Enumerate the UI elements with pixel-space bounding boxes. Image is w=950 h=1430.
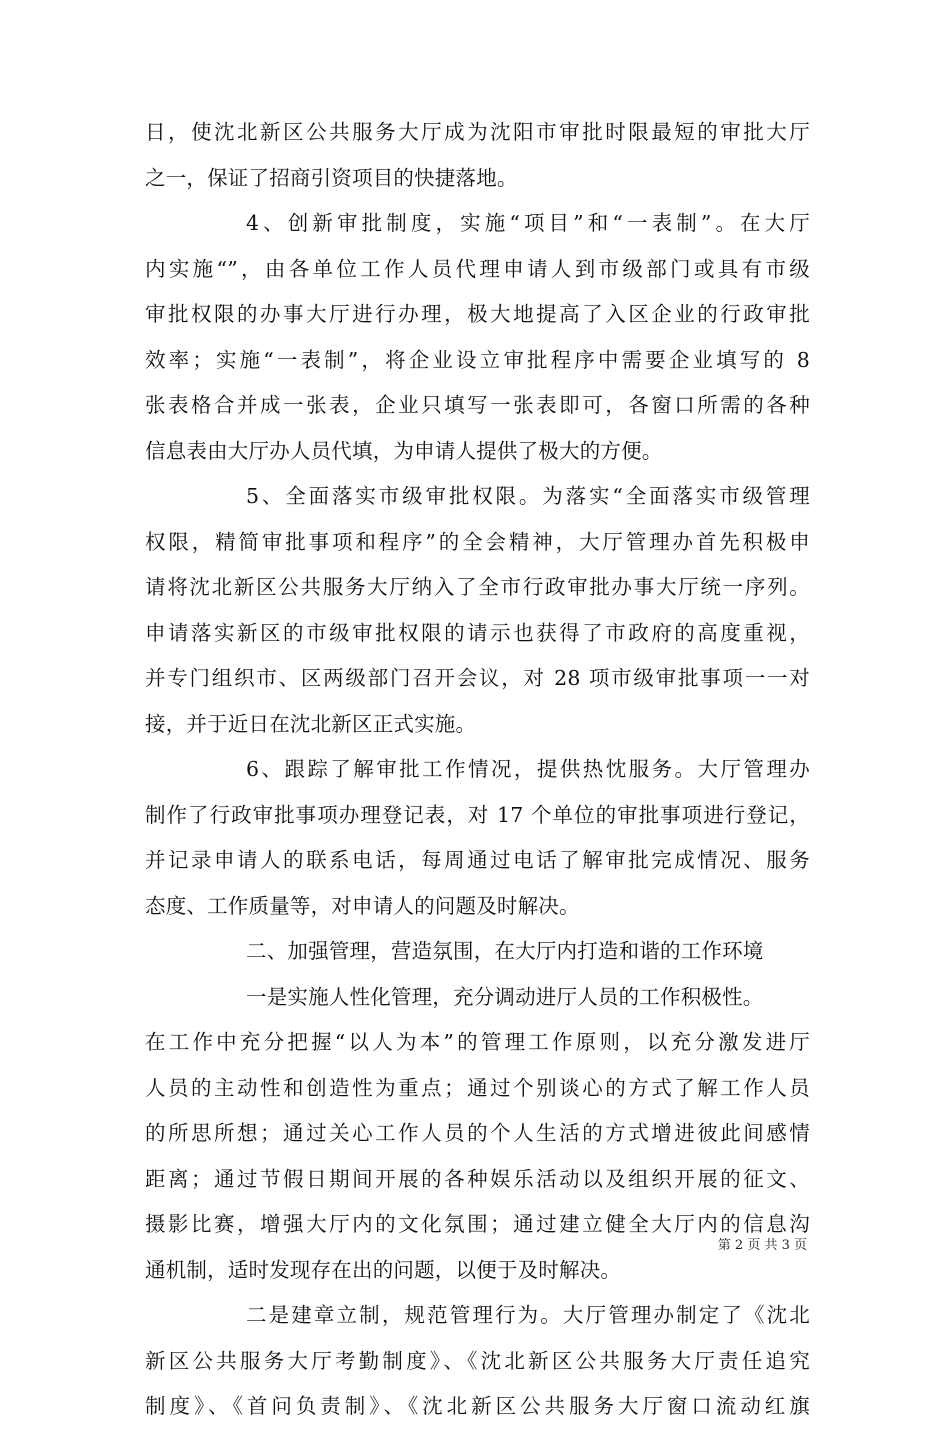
text-line: 二是建章立制，规范管理行为。大厅管理办制定了《沈北 — [246, 1303, 810, 1327]
text-line: 效率；实施“一表制”，将企业设立审批程序中需要企业填写的 8 — [145, 347, 810, 372]
text-line: 张表格合并成一张表，企业只填写一张表即可，各窗口所需的各种 — [145, 393, 810, 417]
body-text — [145, 110, 810, 1430]
text-line: 距离；通过节假日期间开展的各种娱乐活动以及组织开展的征文、 — [145, 1166, 810, 1191]
page-number: 第 2 页 共 3 页 — [717, 1238, 807, 1253]
text-line: 人员的主动性和创造性为重点；通过个别谈心的方式了解工作人员 — [145, 1075, 810, 1100]
text-line: 权限，精简审批事项和程序”的全会精神，大厅管理办首先积极申 — [145, 529, 810, 554]
text-line: 一是实施人性化管理，充分调动进厅人员的工作积极性。 — [246, 984, 764, 1009]
text-line: 接，并于近日在沈北新区正式实施。 — [145, 711, 477, 736]
text-line: 通机制，适时发现存在出的问题，以便于及时解决。 — [145, 1257, 622, 1282]
text-line: 并记录申请人的联系电话，每周通过电话了解审批完成情况、服务 — [145, 848, 810, 872]
text-line: 请将沈北新区公共服务大厅纳入了全市行政审批办事大厅统一序列。 — [145, 575, 810, 599]
text-line: 态度、工作质量等，对申请人的问题及时解决。 — [145, 893, 580, 918]
text-line: 制度》、《首问负责制》、《沈北新区公共服务大厅窗口流动红旗 — [145, 1394, 810, 1418]
text-line: 申请落实新区的市级审批权限的请示也获得了市政府的高度重视， — [145, 620, 810, 645]
text-line: 二、加强管理，营造氛围，在大厅内打造和谐的工作环境 — [246, 939, 764, 963]
text-line: 日，使沈北新区公共服务大厅成为沈阳市审批时限最短的审批大厅 — [145, 120, 810, 144]
text-line: 审批权限的办事大厅进行办理，极大地提高了入区企业的行政审批 — [145, 302, 810, 326]
text-line: 摄影比赛，增强大厅内的文化氛围；通过建立健全大厅内的信息沟 — [145, 1212, 810, 1236]
text-line: 新区公共服务大厅考勤制度》、《沈北新区公共服务大厅责任追究 — [145, 1348, 810, 1373]
text-line: 的所思所想；通过关心工作人员的个人生活的方式增进彼此间感情 — [145, 1121, 810, 1145]
text-line: 在工作中充分把握“以人为本”的管理工作原则，以充分激发进厅 — [145, 1030, 810, 1054]
text-line: 内实施“”，由各单位工作人员代理申请人到市级部门或具有市级 — [145, 256, 810, 281]
text-line: 并专门组织市、区两级部门召开会议，对 28 项市级审批事项一一对 — [145, 666, 810, 690]
text-line: 之一，保证了招商引资项目的快捷落地。 — [145, 165, 518, 190]
text-line: 5、全面落实市级审批权限。为落实“全面落实市级管理 — [246, 484, 810, 508]
text-line: 4、创新审批制度，实施“项目”和“一表制”。在大厅 — [246, 211, 810, 235]
text-line: 制作了行政审批事项办理登记表，对 17 个单位的审批事项进行登记， — [145, 802, 810, 827]
text-line: 信息表由大厅办人员代填，为申请人提供了极大的方便。 — [145, 438, 663, 463]
text-line: 6、跟踪了解审批工作情况，提供热忱服务。大厅管理办 — [246, 757, 810, 781]
